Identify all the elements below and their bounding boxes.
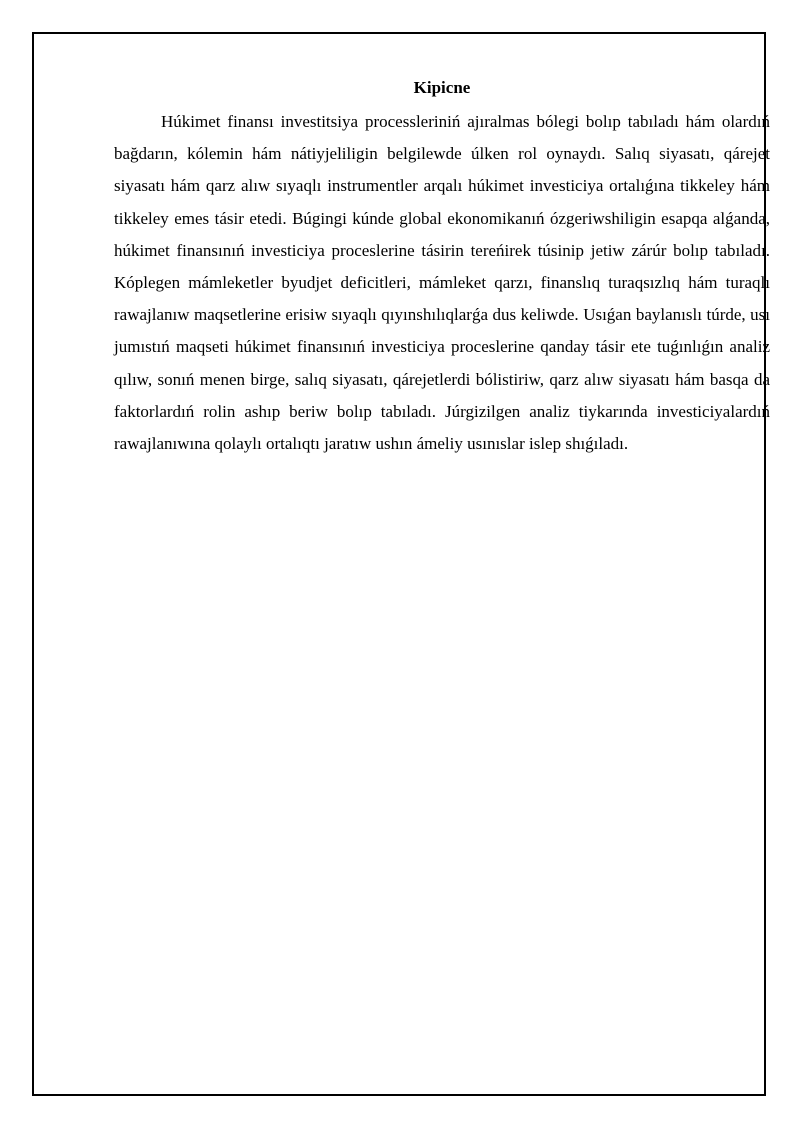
document-title: Kipicne [413, 78, 471, 97]
document-body [114, 76, 770, 460]
introduction-paragraph: Húkimet finansı investitsiya processleriniń ajıralmas bólegi bolıp tabıladı hám olardıń bağdarın, kólemin hám nátiyjeliligin belgilewde úlken rol oynaydı. Salıq siyasatı, qárejet siyasatı hám qarz alıw sıyaqlı instrumentler arqalı húkimet investiciya ortalıǵına tikkeley hám tikkeley emes tásir etedi. Búgingi kúnde global ekonomikanıń ózgeriwshiligin esapqa alǵanda, húkimet finansınıń investiciya proceslerine tásirin tereńirek túsinip jetiw zárúr bolıp tabıladı. Kóplegen mámleketler byudjet deficitleri, mámleket qarzı, finanslıq turaqsızlıq hám turaqlı rawajlanıw maqsetlerine erisiw sıyaqlı qıyınshılıqlarǵa dus keliwde. Usıǵan baylanıslı túrde, usı jumıstıń maqseti húkimet finansınıń investiciya proceslerine qanday tásir ete tuǵınlıǵın analiz qılıw, sonıń menen birge, salıq siyasatı, qárejetlerdi bólistiriw, qarz alıw siyasatı hám basqa da faktorlardıń rolin ashıp beriw bolıp tabıladı. Júrgizilgen analiz tiykarında investiciyalardıń rawajlanıwına qolaylı ortalıqtı jaratıw ushın ámeliy usınıslar islep shıǵıladı. [114, 112, 770, 454]
